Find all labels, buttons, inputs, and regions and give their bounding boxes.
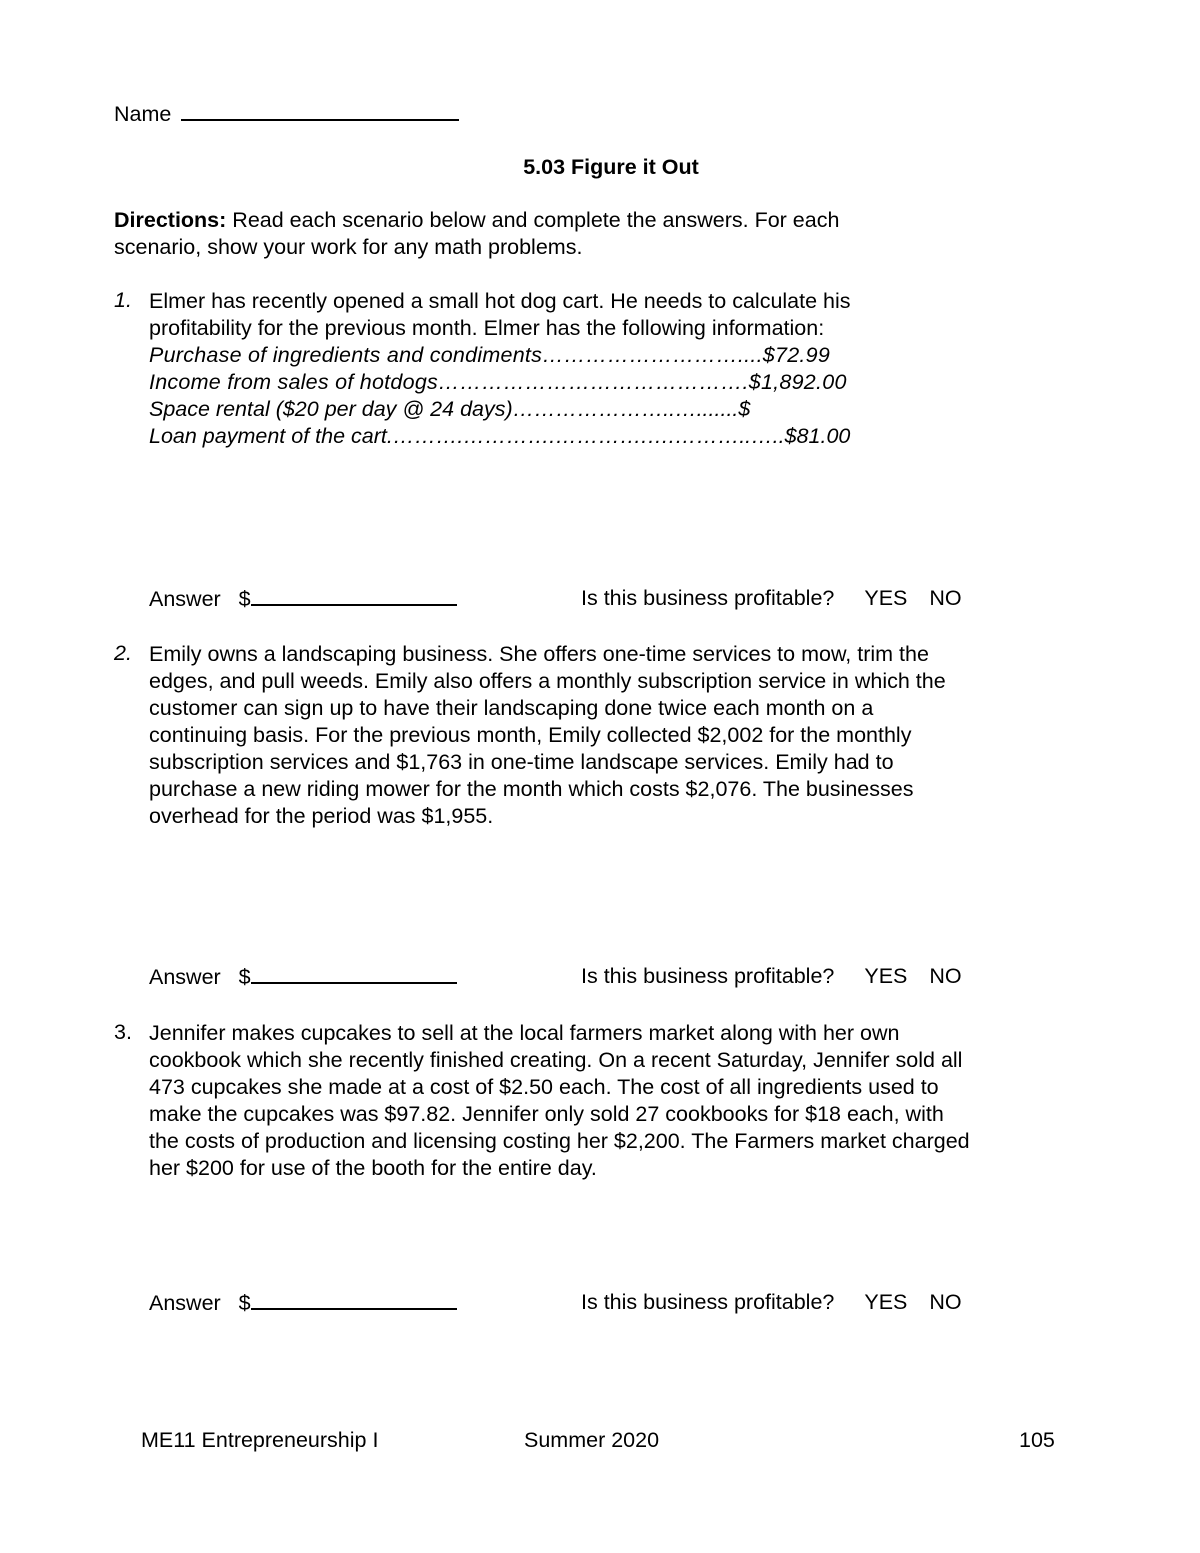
question-number: 2.: [114, 641, 132, 665]
dollar-sign: $: [238, 1291, 251, 1315]
question-line: Elmer has recently opened a small hot dog cart. He needs to calculate his: [149, 289, 851, 313]
question-number: 3.: [114, 1020, 132, 1044]
answer-blank[interactable]: [251, 586, 457, 606]
directions-text-2: scenario, show your work for any math problems.: [114, 235, 583, 259]
answer-label: Answer: [149, 1291, 221, 1315]
question-line: edges, and pull weeds. Emily also offers a monthly subscription service in which the: [149, 669, 946, 693]
profitable-row-3: [581, 1290, 962, 1315]
footer-course: ME11 Entrepreneurship I: [141, 1428, 379, 1452]
question-line: Emily owns a landscaping business. She offers one-time services to mow, trim the: [149, 642, 929, 666]
question-line: the costs of production and licensing costing her $2,200. The Farmers market charged: [149, 1129, 970, 1153]
question-line: purchase a new riding mower for the month which costs $2,076. The businesses: [149, 777, 914, 801]
no-option[interactable]: NO: [929, 964, 962, 988]
profitable-question: Is this business profitable?: [581, 586, 835, 610]
dollar-sign: $: [238, 587, 251, 611]
answer-row-2: [149, 964, 457, 990]
footer-term: Summer 2020: [524, 1428, 660, 1452]
name-blank[interactable]: [181, 101, 459, 121]
directions: [114, 207, 1054, 261]
ledger-item: Space rental ($20 per day @ 24 days)…………………..….......$: [149, 397, 751, 421]
yes-option[interactable]: YES: [864, 586, 908, 610]
yes-option[interactable]: YES: [864, 1290, 908, 1314]
dollar-sign: $: [238, 965, 251, 989]
no-option[interactable]: NO: [929, 586, 962, 610]
question-line: customer can sign up to have their landscaping done twice each month on a: [149, 696, 874, 720]
question-line: continuing basis. For the previous month, Emily collected $2,002 for the monthly: [149, 723, 912, 747]
answer-label: Answer: [149, 587, 221, 611]
profitable-question: Is this business profitable?: [581, 964, 835, 988]
profitable-question: Is this business profitable?: [581, 1290, 835, 1314]
answer-row-3: [149, 1290, 457, 1316]
ledger-item: Income from sales of hotdogs…………………………………….$1,892.00: [149, 370, 847, 394]
question-line: Jennifer makes cupcakes to sell at the local farmers market along with her own: [149, 1021, 900, 1045]
profitable-row-1: [581, 586, 962, 611]
ledger-item: Loan payment of the cart.……….………….………….….………..…..$81.00: [149, 424, 851, 448]
yes-option[interactable]: YES: [864, 964, 908, 988]
question-number: 1.: [114, 288, 132, 312]
answer-label: Answer: [149, 965, 221, 989]
directions-text-1: Read each scenario below and complete the answers. For each: [226, 208, 840, 232]
profitable-row-2: [581, 964, 962, 989]
question-line: cookbook which she recently finished creating. On a recent Saturday, Jennifer sold all: [149, 1048, 963, 1072]
no-option[interactable]: NO: [929, 1290, 962, 1314]
question-line: make the cupcakes was $97.82. Jennifer only sold 27 cookbooks for $18 each, with: [149, 1102, 944, 1126]
footer-page-number: 105: [1019, 1428, 1055, 1452]
name-label: Name: [114, 102, 172, 126]
question-line: subscription services and $1,763 in one-time landscape services. Emily had to: [149, 750, 894, 774]
ledger-item: Purchase of ingredients and condiments………………………....$72.99: [149, 343, 831, 367]
question-line: her $200 for use of the booth for the entire day.: [149, 1156, 597, 1180]
page-title: 5.03 Figure it Out: [523, 155, 699, 179]
question-line: 473 cupcakes she made at a cost of $2.50 each. The cost of all ingredients used to: [149, 1075, 939, 1099]
question-line: profitability for the previous month. Elmer has the following information:: [149, 316, 825, 340]
directions-label: Directions:: [114, 208, 227, 232]
answer-blank[interactable]: [251, 964, 457, 984]
answer-row-1: [149, 586, 457, 612]
question-line: overhead for the period was $1,955.: [149, 804, 494, 828]
name-field: [114, 101, 459, 127]
answer-blank[interactable]: [251, 1290, 457, 1310]
